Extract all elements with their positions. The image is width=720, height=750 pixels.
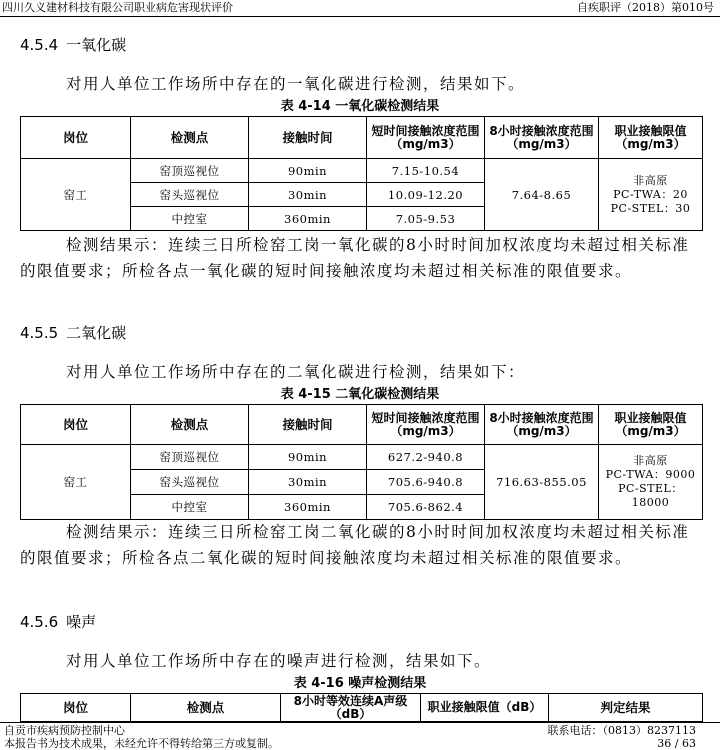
col-header-level: 8小时等效连续A声级（dB） <box>281 694 421 722</box>
footer-org: 自贡市疾病预防控制中心 <box>4 724 125 737</box>
cell-post: 窑工 <box>21 159 131 231</box>
section-number: 4.5.6 <box>20 613 59 631</box>
cell-stel: 10.09-12.20 <box>367 183 485 207</box>
col-header-post: 岗位 <box>21 694 131 722</box>
cell-stel: 7.05-9.53 <box>367 207 485 231</box>
cell-time: 360min <box>249 495 367 520</box>
limit-line: 非高原 <box>633 454 668 467</box>
table-caption: 表 4-14 一氧化碳检测结果 <box>280 99 440 114</box>
table-row <box>21 445 703 470</box>
cell-time: 360min <box>249 207 367 231</box>
section-intro: 对用人单位工作场所中存在的噪声进行检测，结果如下。 <box>66 652 492 670</box>
col-header-limit: 职业接触限值（mg/m3） <box>599 117 703 159</box>
cell-time: 30min <box>249 470 367 495</box>
limit-line: PC-TWA：20 <box>613 187 688 201</box>
limit-line: PC-TWA：9000 <box>605 468 696 481</box>
col-header-limit: 职业接触限值（dB） <box>421 694 549 722</box>
col-header-limit: 职业接触限值（mg/m3） <box>599 405 703 445</box>
cell-twa: 716.63-855.05 <box>485 445 599 520</box>
table-caption: 表 4-16 噪声检测结果 <box>293 676 427 691</box>
col-header-post: 岗位 <box>21 117 131 159</box>
result-paragraph: 检测结果示：连续三日所检窑工岗一氧化碳的8小时时间加权浓度均未超过相关标准的限值要求；所检各点一氧化碳的短时间接触浓度均未超过相关标准的限值要求。 <box>20 236 690 280</box>
limit-line: 非高原 <box>633 173 668 187</box>
col-header-point: 检测点 <box>131 405 249 445</box>
cell-point: 窑顶巡视位 <box>131 445 249 470</box>
cell-limit <box>599 159 703 231</box>
col-header-twa: 8小时接触浓度范围（mg/m3） <box>485 405 599 445</box>
cell-stel: 7.15-10.54 <box>367 159 485 183</box>
col-header-judgement: 判定结果 <box>549 694 703 722</box>
cell-stel: 627.2-940.8 <box>367 445 485 470</box>
cell-limit <box>599 445 703 520</box>
cell-post: 窑工 <box>21 445 131 520</box>
footer-page-number: 36 / 63 <box>657 737 696 750</box>
table-header-row <box>21 694 703 722</box>
cell-twa: 7.64-8.65 <box>485 159 599 231</box>
col-header-stel: 短时间接触浓度范围（mg/m3） <box>367 117 485 159</box>
cell-time: 90min <box>249 445 367 470</box>
section-number: 4.5.5 <box>20 324 59 342</box>
col-header-time: 接触时间 <box>249 117 367 159</box>
cell-point: 中控室 <box>131 207 249 231</box>
limit-line: PC-STEL：30 <box>610 201 691 215</box>
limit-line: PC-STEL：18000 <box>618 482 683 509</box>
section-intro: 对用人单位工作场所中存在的二氧化碳进行检测，结果如下： <box>66 363 526 381</box>
cell-stel: 705.6-940.8 <box>367 470 485 495</box>
cell-time: 90min <box>249 159 367 183</box>
section-title: 二氧化碳 <box>66 324 127 342</box>
col-header-point: 检测点 <box>131 694 281 722</box>
page-footer <box>0 722 720 750</box>
section-intro: 对用人单位工作场所中存在的一氧化碳进行检测，结果如下。 <box>66 75 526 93</box>
co2-result-table <box>20 404 703 520</box>
footer-phone: 联系电话：（0813）8237113 <box>547 724 696 737</box>
cell-point: 窑头巡视位 <box>131 470 249 495</box>
result-paragraph: 检测结果示：连续三日所检窑工岗二氧化碳的8小时时间加权浓度均未超过相关标准的限值要求；所检各点二氧化碳的短时间接触浓度均未超过相关标准的限值要求。 <box>20 523 690 567</box>
table-caption: 表 4-15 二氧化碳检测结果 <box>280 387 440 402</box>
table-row <box>21 159 703 183</box>
col-header-time: 接触时间 <box>249 405 367 445</box>
section-title: 噪声 <box>66 613 97 631</box>
cell-time: 30min <box>249 183 367 207</box>
col-header-stel: 短时间接触浓度范围（mg/m3） <box>367 405 485 445</box>
footer-note: 本报告书为技术成果，未经允许不得转给第三方或复制。 <box>4 737 279 750</box>
table-header-row <box>21 117 703 159</box>
col-header-point: 检测点 <box>131 117 249 159</box>
header-report-number: 自疾职评（2018）第010号 <box>577 1 714 14</box>
cell-point: 窑顶巡视位 <box>131 159 249 183</box>
section-heading-455 <box>20 323 126 343</box>
header-company: 四川久义建材科技有限公司职业病危害现状评价 <box>2 1 233 14</box>
section-number: 4.5.4 <box>20 36 59 54</box>
cell-point: 中控室 <box>131 495 249 520</box>
page-header <box>0 0 720 17</box>
section-title: 一氧化碳 <box>66 36 127 54</box>
noise-result-table <box>20 693 703 722</box>
co-result-table <box>20 116 703 231</box>
section-heading-456 <box>20 612 96 632</box>
col-header-post: 岗位 <box>21 405 131 445</box>
section-heading-454 <box>20 35 126 55</box>
cell-stel: 705.6-862.4 <box>367 495 485 520</box>
table-header-row <box>21 405 703 445</box>
col-header-twa: 8小时接触浓度范围（mg/m3） <box>485 117 599 159</box>
cell-point: 窑头巡视位 <box>131 183 249 207</box>
